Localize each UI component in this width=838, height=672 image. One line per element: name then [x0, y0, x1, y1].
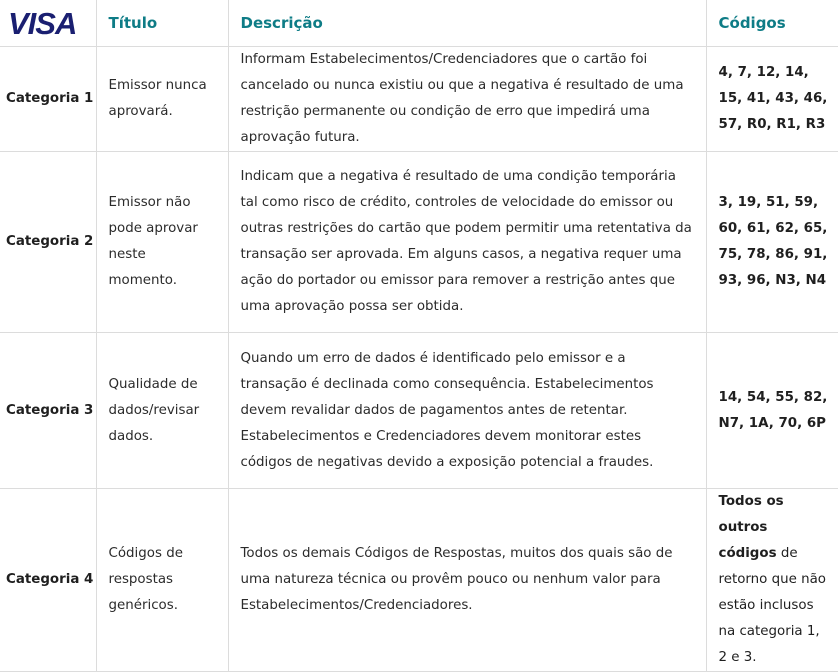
header-titulo: Título [96, 0, 228, 47]
header-row [0, 0, 838, 47]
header-codigos: Códigos [706, 0, 838, 47]
category-label: Categoria 3 [0, 333, 96, 489]
category-title: Emissor nunca aprovará. [96, 47, 228, 152]
category-label: Categoria 2 [0, 152, 96, 333]
visa-logo [6, 6, 86, 40]
category-description: Informam Estabelecimentos/Credenciadores que o cartão foi cancelado ou nunca existiu ou que a negativa é resultado de uma restrição permanente ou condição de erro que impedirá uma aprovação futura. [228, 47, 706, 152]
category-codes-rest: de retorno que não estão inclusos na categoria 1, 2 e 3. [718, 546, 826, 665]
category-title: Qualidade de dados/revisar dados. [96, 333, 228, 489]
category-codes: 14, 54, 55, 82, N7, 1A, 70, 6P [706, 333, 838, 489]
table-row [0, 333, 838, 489]
table-row [0, 152, 838, 333]
category-description: Todos os demais Códigos de Respostas, muitos dos quais são de uma natureza técnica ou provêm pouco ou nenhum valor para Estabelecimentos/Credenciadores. [228, 489, 706, 672]
category-codes [706, 489, 838, 672]
category-codes: 4, 7, 12, 14, 15, 41, 43, 46, 57, R0, R1, R3 [706, 47, 838, 152]
table-row [0, 47, 838, 152]
category-title: Códigos de respostas genéricos. [96, 489, 228, 672]
category-label: Categoria 4 [0, 489, 96, 672]
logo-cell [0, 0, 96, 47]
table-row [0, 489, 838, 672]
category-description: Quando um erro de dados é identificado pelo emissor e a transação é declinada como consequência. Estabelecimentos devem revalidar dados de pagamentos antes de retentar. Estabelecimentos e Credenciadores devem monitorar estes códigos de negativas devido a exposição potencial a fraudes. [228, 333, 706, 489]
visa-logo-text: VISA [8, 6, 77, 40]
category-title: Emissor não pode aprovar neste momento. [96, 152, 228, 333]
category-label: Categoria 1 [0, 47, 96, 152]
category-codes-bold: Todos os outros códigos [718, 494, 784, 561]
header-descricao: Descrição [228, 0, 706, 47]
category-description: Indicam que a negativa é resultado de uma condição temporária tal como risco de crédito, controles de velocidade do emissor ou outras restrições do cartão que podem permitir uma retentativa da transação ser aprovada. Em alguns casos, a negativa requer uma ação do portador ou emissor para remover a restrição antes que uma aprovação possa ser obtida. [228, 152, 706, 333]
category-codes: 3, 19, 51, 59, 60, 61, 62, 65, 75, 78, 86, 91, 93, 96, N3, N4 [706, 152, 838, 333]
